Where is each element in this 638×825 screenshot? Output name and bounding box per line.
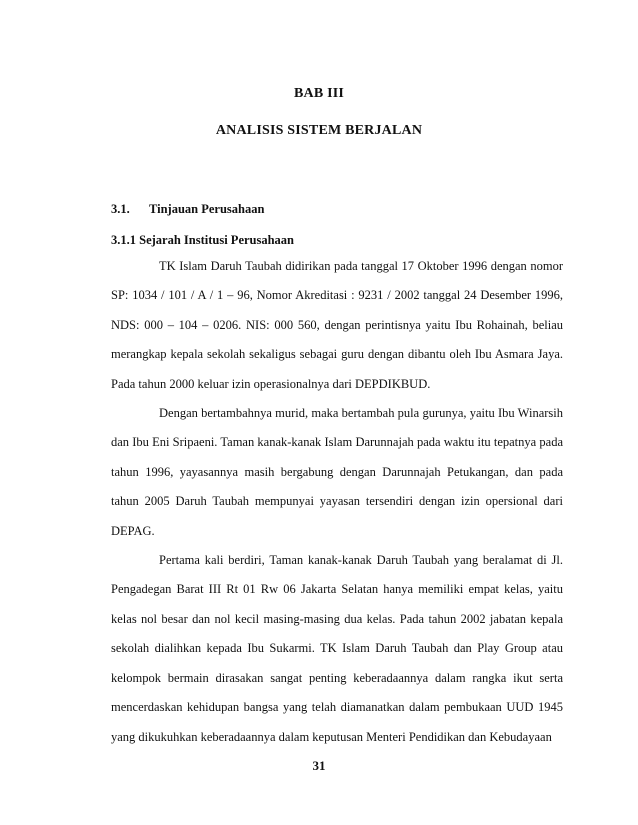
chapter-heading: BAB III <box>293 86 345 101</box>
section-number: 3.1. <box>111 202 130 216</box>
section-heading <box>111 202 264 217</box>
subsection-heading: 3.1.1 Sejarah Institusi Perusahaan <box>111 233 295 247</box>
page-number: 31 <box>312 758 326 773</box>
paragraph: TK Islam Daruh Taubah didirikan pada tanggal 17 Oktober 1996 dengan nomor SP: 1034 / 101 / A / 1 – 96, Nomor Akreditasi : 9231 / 2002 tanggal 24 Desember 1996, NDS: 000 – 104 – 0206. NIS: 000 560, dengan perintisnya yaitu Ibu Rohainah, beliau merangkap kepala sekolah sekaligus sebagai guru dengan dibantu oleh Ibu Asmara Jaya. Pada tahun 2000 keluar izin operasionalnya dari DEPDIKBUD. <box>111 259 563 391</box>
paragraph: Pertama kali berdiri, Taman kanak-kanak Daruh Taubah yang beralamat di Jl. Pengadegan Barat III Rt 01 Rw 06 Jakarta Selatan hanya memiliki empat kelas, yaitu kelas nol besar dan nol kecil masing-masing dua kelas. Pada tahun 2002 jabatan kepala sekolah dialihkan kepada Ibu Sukarmi. TK Islam Daruh Taubah dan Play Group atau kelompok bermain dirasakan sangat penting keberadaannya dalam rangka ikut serta mencerdaskan kehidupan bangsa yang telah diamanatkan dalam pembukaan UUD 1945 yang dikukuhkan keberadaannya dalam keputusan Menteri Pendidikan dan Kebudayaan <box>111 553 563 744</box>
body-text <box>111 252 563 752</box>
chapter-title: ANALISIS SISTEM BERJALAN <box>215 123 423 138</box>
paragraph: Dengan bertambahnya murid, maka bertambah pula gurunya, yaitu Ibu Winarsih dan Ibu Eni Sripaeni. Taman kanak-kanak Islam Darunnajah pada waktu itu tepatnya pada tahun 1996, yayasannya masih bergabung dengan Darunnajah Petukangan, dan pada tahun 2005 Daruh Taubah mempunyai yayasan tersendiri dengan izin opersional dari DEPAG. <box>111 406 563 538</box>
section-title: Tinjauan Perusahaan <box>149 202 265 216</box>
